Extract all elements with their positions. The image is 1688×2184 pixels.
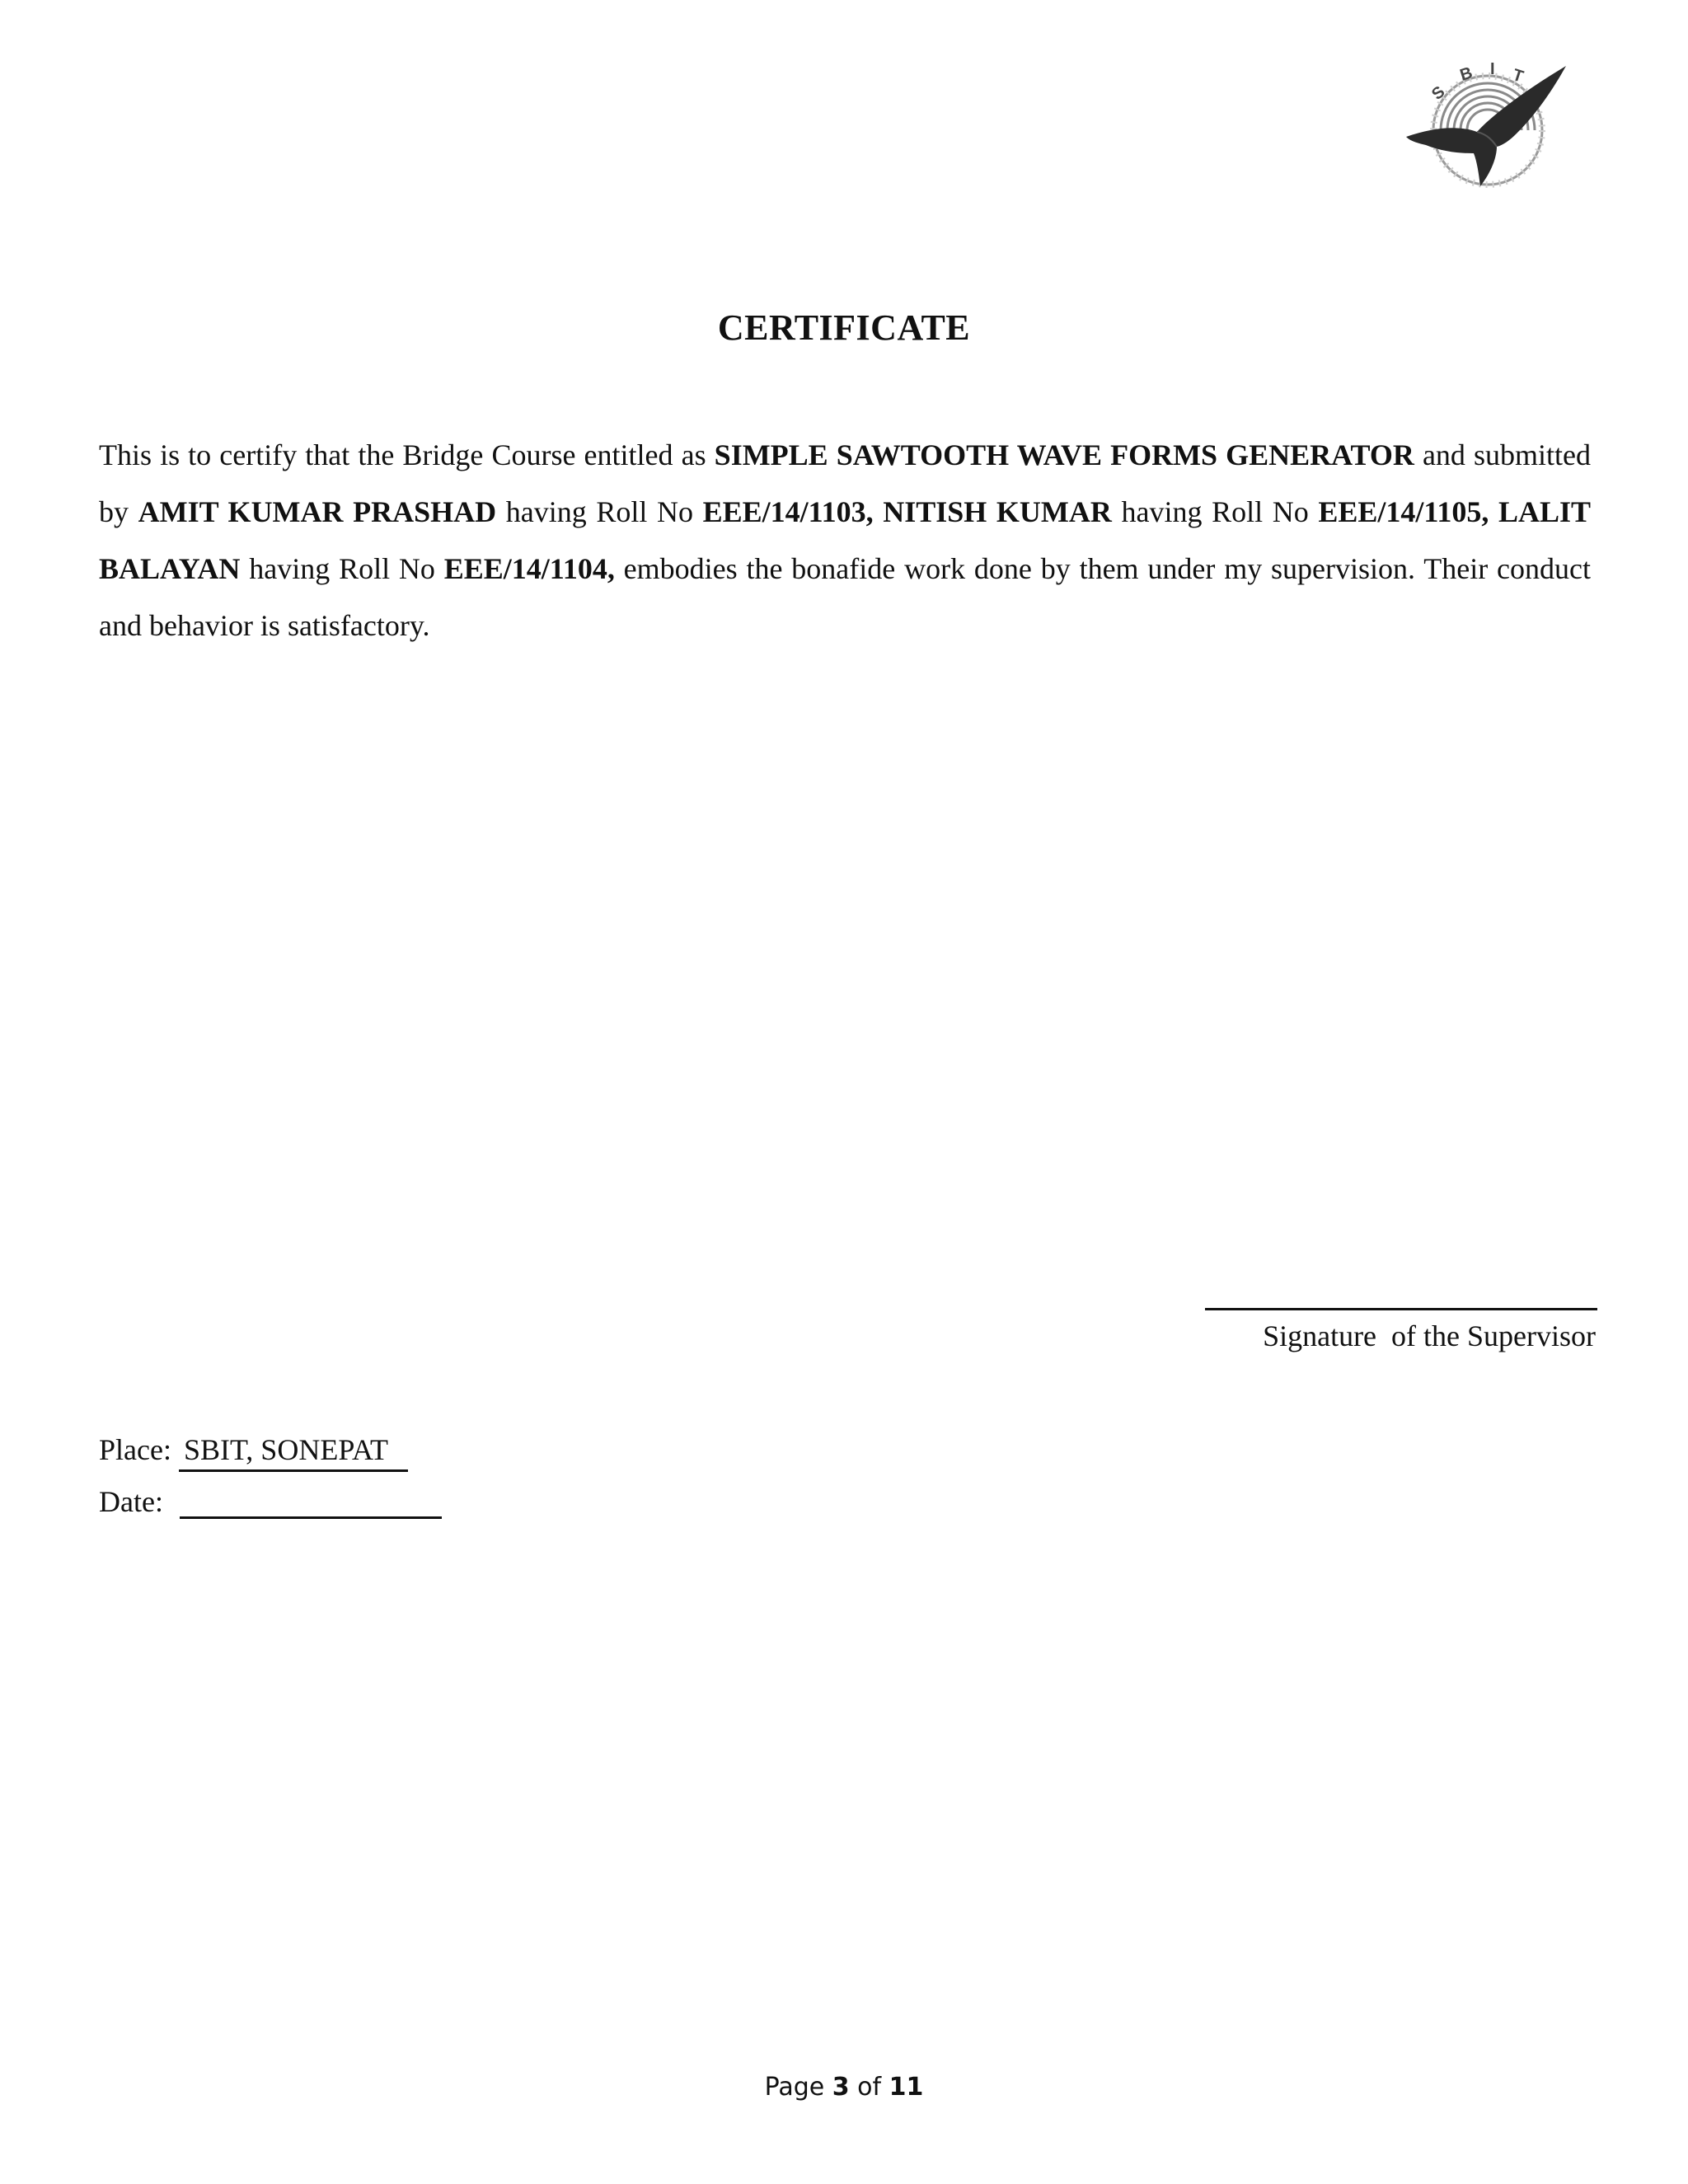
body-text-6 [1489,495,1498,528]
body-text-8: embodies the bonafide work done by them under my supervision. Their conduct and behavior is satisfactory. [99,552,1591,642]
logo-letter-s: S [1428,82,1449,104]
body-text-5: having Roll No [1111,495,1319,528]
logo-letter-t: T [1510,65,1526,87]
body-text-4 [874,495,884,528]
student-name-2: NITISH KUMAR [883,495,1112,528]
student-roll-1: EEE/14/1103, [702,495,874,528]
place-row [99,1430,408,1472]
date-label: Date: [99,1485,163,1518]
body-text-2: and submitted by [99,438,1591,528]
footer-total-pages: 11 [889,2073,924,2102]
student-name-3: LALIT BALAYAN [99,495,1592,585]
signature-label: Signature of the Supervisor [1263,1319,1596,1352]
place-label: Place: [99,1433,171,1466]
page-footer [0,2073,1688,2102]
logo-letter-b: B [1457,63,1475,85]
project-title: SIMPLE SAWTOOTH WAVE FORMS GENERATOR [714,438,1414,471]
body-text-1: This is to certify that the Bridge Course entitled as [99,438,715,471]
date-row [99,1483,442,1519]
footer-prefix: Page [764,2073,832,2102]
certificate-body [99,427,1591,654]
student-roll-2: EEE/14/1105, [1318,495,1489,528]
signature-line [1205,1308,1597,1310]
body-text-7: having Roll No [240,552,444,585]
student-name-1: AMIT KUMAR PRASHAD [138,495,497,528]
sbit-logo [1401,58,1574,198]
footer-current-page: 3 [832,2073,850,2102]
body-text-3: having Roll No [496,495,703,528]
logo-letter-i: I [1490,60,1495,78]
date-blank-line [180,1483,442,1519]
place-value: SBIT, SONEPAT [179,1430,408,1472]
page-title: CERTIFICATE [717,307,971,348]
footer-middle: of [849,2073,889,2102]
student-roll-3: EEE/14/1104, [443,552,615,585]
